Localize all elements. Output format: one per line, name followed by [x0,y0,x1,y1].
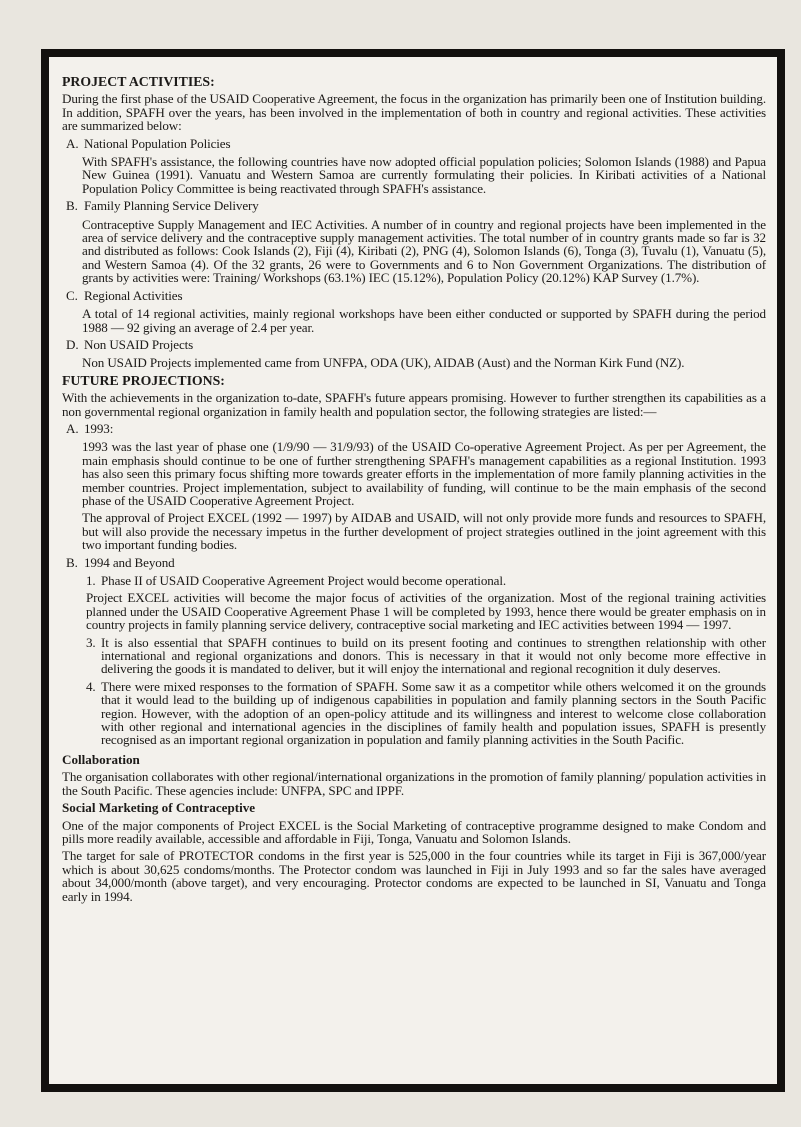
item-c-text: A total of 14 regional activities, mainly regional workshops have been either conducted or supported by SPAFH during the period 1988 — 92 giving an average of 2.4 per year. [82,306,766,335]
item-b-label: B. Family Planning Service Delivery [66,198,259,214]
project-excel-paragraph: Project EXCEL activities will become the major focus of activities of the organization. Most of the regional training activities planned under the USAID Cooperative Agreement Phase 1 will be completed by 1993, hence there would be greater emphasis on in country projects in family planning service delivery, contraceptive social marketing and IEC activities between 1994 — 1997. [86,590,766,633]
collaboration-text: The organisation collaborates with other regional/international organizations in the promotion of family planning/ population activities in the South Pacific. These agencies include: UNFPA, SPC and IPPF. [62,769,766,798]
future-b-point-4: 4. There were mixed responses to the formation of SPAFH. Some saw it as a competitor while others welcomed it on the grounds that it would lead to the building up of indigenous capabilities in population and family planning sectors in the South Pacific region. However, with the adoption of an open-policy attitude and its willingness and interest to welcome close collaboration with other regional and international agencies in the disciplines of family health and population issues, SPAFH is presently recognised as an important regional organization in population and family planning activities in the South Pacific. [86,678,766,748]
future-b-point-3: 3. It is also essential that SPAFH continues to build on its present footing and continues to strengthen relationship with other international and regional organizations and donors. This is necessary in that it would not only become more effective in delivering the goods it is mandated to deliver, but it will enjoy the international and regional recognition it duly deserves. [86,634,766,677]
page-frame [41,49,785,1092]
future-projections-intro: With the achievements in the organization to-date, SPAFH's future appears promising. However to further strengthen its capabilities as a non governmental regional organization in family health and population sector, the following strategies are listed:— [62,390,766,419]
item-d-label: D. Non USAID Projects [66,336,194,352]
social-marketing-heading: Social Marketing of Contraceptive [62,800,256,816]
collaboration-heading: Collaboration [62,751,140,767]
text-panel [49,57,777,1084]
item-d-text: Non USAID Projects implemented came from UNFPA, ODA (UK), AIDAB (Aust) and the Norman Kirk Fund (NZ). [82,355,685,371]
item-a-text: With SPAFH's assistance, the following countries have now adopted official population policies; Solomon Islands (1988) and Papua New Guinea (1991). Vanuatu and Western Samoa are currently formulating their policies. In Kiribati activities of a National Population Policy Committee is being reactivated through SPAFH's assistance. [82,154,766,196]
future-a-label: A. 1993: [66,420,114,436]
project-activities-intro: During the first phase of the USAID Cooperative Agreement, the focus in the organization has primarily been one of Institution building. In addition, SPAFH over the years, has been involved in the implementation of both in country and regional activities. These activities are summarized below: [62,91,766,134]
social-marketing-paragraph-1: One of the major components of Project EXCEL is the Social Marketing of contraceptive programme designed to make Condom and pills more readily available, accessible and affordable in Fiji, Tonga, Vanuatu and Solomon Islands. [62,817,766,846]
item-a-label: A. National Population Policies [66,135,231,151]
future-a-paragraph-2: The approval of Project EXCEL (1992 — 1997) by AIDAB and USAID, will not only provide more funds and resources to SPAFH, but will also provide the necessary impetus in the further development of project strategies outlined in the joint agreement with this two important funding bodies. [82,510,766,553]
social-marketing-paragraph-2: The target for sale of PROTECTOR condoms in the first year is 525,000 in the four countries while its target in Fiji is 367,000/year which is about 30,625 condoms/months. The Protector condom was launched in Fiji in July 1993 and so far the sales have averaged about 34,000/month (above target), and very encouraging. Protector condoms are expected to be launched in SI, Vanuatu and Tonga early in 1994. [62,848,766,904]
future-b-point-1: 1. Phase II of USAID Cooperative Agreement Project would become operational. [86,573,507,588]
item-c-label: C. Regional Activities [66,287,183,303]
future-a-paragraph-1: 1993 was the last year of phase one (1/9/90 — 31/9/93) of the USAID Co-operative Agreement Project. As per per Agreement, the main emphasis should continue to be one of further strengthening SPAFH's management capabilities as a regional Institution. 1993 has also seen this primary focus shifting more towards greater efforts in the implementation of more family planning activities in the member countries. Project implementation, subject to availability of funding, will continue to be the main emphasis of the second phase of the USAID Cooperative Agreement Project. [82,439,766,508]
future-b-label: B. 1994 and Beyond [66,554,175,570]
item-b-text: Contraceptive Supply Management and IEC Activities. A number of in country and regional projects have been implemented in the area of service delivery and the contraceptive supply management activities. The total number of in country grants made so far is 32 and distributed as follows: Cook Islands (2), Fiji (4), Kiribati (2), PNG (4), Solomon Islands (6), Tonga (3), Tuvalu (1), Vanuatu (5), and Western Samoa (4). Of the 32 grants, 26 were to Governments and 6 to Non Government Organizations. The distribution of grants by activities were: Training/ Workshops (63.1%) IEC (15.12%), Population Policy (20.12%) KAP Survey (1.7%). [82,216,766,286]
project-activities-heading: PROJECT ACTIVITIES: [62,74,215,89]
future-projections-heading: FUTURE PROJECTIONS: [62,372,225,388]
document-body [62,75,766,907]
